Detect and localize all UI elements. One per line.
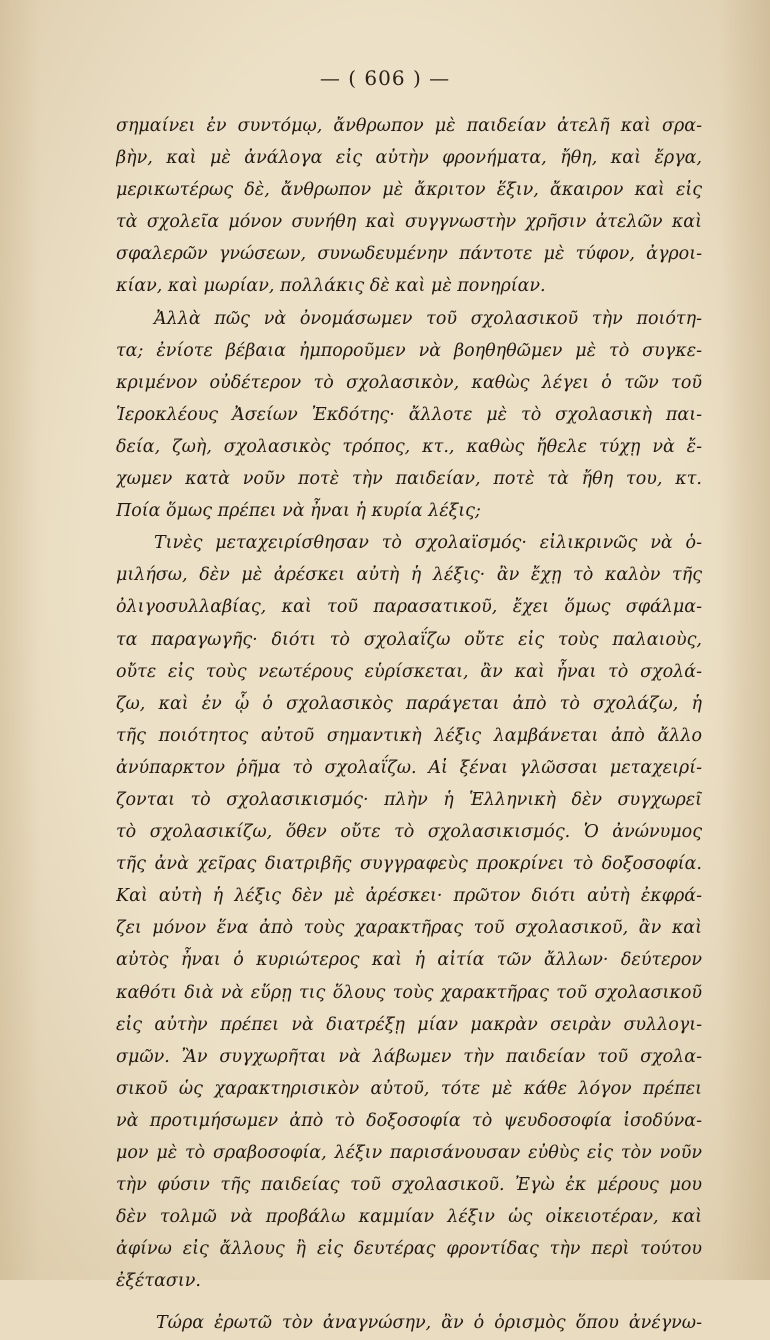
text-line: σμῶν. Ἂν συγχωρῆται νὰ λάβωμεν τὴν παιδείαν τοῦ σχολα-: [116, 1046, 702, 1067]
text-line: μον μὲ τὸ σραβοσοφία, λέξιν παρισάνουσαν εὐθὺς εἰς τὸν νοῦν: [116, 1143, 702, 1163]
text-line: τὸ σχολασικίζω, ὅθεν οὔτε τὸ σχολασικισμός. Ὁ ἀνώνυμος: [116, 822, 702, 843]
text-line: τα παραγωγῆς· διότι τὸ σχολαΐζω οὔτε εἰς τοὺς παλαιοὺς,: [116, 629, 702, 650]
text-line: τῆς ἀνὰ χεῖρας διατριβῆς συγγραφεὺς προκρίνει τὸ δοξοσοφία.: [116, 854, 702, 875]
paragraph-4: [116, 1307, 702, 1339]
paragraph-2: [116, 303, 702, 528]
text-line: κριμένον οὐδέτερον τὸ σχολασικὸν, καθὼς λέγει ὁ τῶν τοῦ: [116, 372, 702, 393]
text-line: βὴν, καὶ μὲ ἀνάλογα εἰς αὐτὴν φρονήματα, ἤθη, καὶ ἔργα,: [116, 148, 702, 169]
text-line: ἐξέτασιν.: [116, 1271, 201, 1292]
text-line: τὴν φύσιν τῆς παιδείας τοῦ σχολασικοῦ. Ἐγὼ ἐκ μέρους μου: [116, 1175, 702, 1196]
text-line: Ἀλλὰ πῶς νὰ ὀνομάσωμεν τοῦ σχολασικοῦ τὴν ποιότη-: [154, 308, 702, 329]
text-line: Καὶ αὐτὴ ἡ λέξις δὲν μὲ ἀρέσκει· πρῶτον διότι αὐτὴ ἐκφρά-: [116, 886, 702, 907]
page-number-header: — ( 606 ) —: [319, 66, 451, 90]
text-line: ζει μόνον ἕνα ἀπὸ τοὺς χαρακτῆρας τοῦ σχολασικοῦ, ἂν καὶ: [116, 918, 702, 939]
paragraph-3: [116, 527, 702, 1297]
text-line: μερικωτέρως δὲ, ἄνθρωπον μὲ ἄκριτον ἕξιν, ἄκαιρον καὶ εἰς: [116, 180, 702, 201]
text-line: αὐτὸς ἦναι ὁ κυριώτερος καὶ ἡ αἰτία τῶν ἄλλων· δεύτερον: [116, 950, 702, 971]
paragraph-1: [116, 110, 702, 303]
text-line: οὔτε εἰς τοὺς νεωτέρους εὑρίσκεται, ἂν καὶ ἦναι τὸ σχολά-: [116, 661, 702, 682]
text-line: ὀλιγοσυλλαβίας, καὶ τοῦ παρασατικοῦ, ἔχει ὅμως σφάλμα-: [116, 597, 702, 618]
text-line: τὰ σχολεῖα μόνον συνήθη καὶ συγγνωστὴν χρῆσιν ἀτελῶν καὶ: [116, 212, 702, 233]
text-line: σημαίνει ἐν συντόμῳ, ἄνθρωπον μὲ παιδείαν ἀτελῆ καὶ σρα-: [116, 116, 702, 136]
text-line: νὰ προτιμήσωμεν ἀπὸ τὸ δοξοσοφία τὸ ψευδοσοφία ἰσοδύνα-: [116, 1110, 702, 1131]
text-line: δεία, ζωὴ, σχολασικὸς τρόπος, κτ., καθὼς ἤθελε τύχῃ νὰ ἔ-: [116, 436, 702, 457]
text-line: σφαλερῶν γνώσεων, συνωδευμένην πάντοτε μὲ τύφον, ἀγροι-: [116, 244, 702, 265]
text-line: κίαν, καὶ μωρίαν, πολλάκις δὲ καὶ μὲ πονηρίαν.: [116, 276, 546, 297]
text-line: εἰς αὐτὴν πρέπει νὰ διατρέξῃ μίαν μακρὰν σειρὰν συλλογι-: [116, 1014, 702, 1035]
text-line: μιλήσω, δὲν μὲ ἀρέσκει αὐτὴ ἡ λέξις· ἂν ἔχῃ τὸ καλὸν τῆς: [116, 565, 702, 586]
text-line: Ποία ὅμως πρέπει νὰ ἦναι ἡ κυρία λέξις;: [116, 501, 481, 522]
text-line: δὲν τολμῶ νὰ προβάλω καμμίαν λέξιν ὡς οἰκειοτέραν, καὶ: [116, 1207, 702, 1228]
paragraph-gap: [116, 1297, 702, 1307]
text-line: ζονται τὸ σχολασικισμός· πλὴν ἡ Ἑλληνικὴ δὲν συγχωρεῖ: [116, 789, 702, 810]
text-line: Τώρα ἐρωτῶ τὸν ἀναγνώσην, ἂν ὁ ὁρισμὸς ὅπου ἀνέγνω-: [156, 1313, 702, 1334]
text-line: Ἱεροκλέους Ἀσείων Ἐκδότης· ἄλλοτε μὲ τὸ σχολασικὴ παι-: [116, 404, 702, 425]
text-line: ζω, καὶ ἐν ᾧ ὁ σχολασικὸς παράγεται ἀπὸ τὸ σχολάζω, ἡ: [116, 693, 702, 714]
text-line: ἀφίνω εἰς ἄλλους ἢ εἰς δευτέρας φροντίδας τὴν περὶ τούτου: [116, 1239, 702, 1260]
text-line: Τινὲς μεταχειρίσθησαν τὸ σχολαϊσμός· εἰλικρινῶς νὰ ὁ-: [154, 533, 702, 554]
text-line: καθότι διὰ νὰ εὕρῃ τις ὅλους τοὺς χαρακτῆρας τοῦ σχολασικοῦ: [116, 982, 702, 1003]
body-text: [116, 110, 702, 1340]
text-line: ἀνύπαρκτον ῥῆμα τὸ σχολαΐζω. Αἱ ξέναι γλῶσσαι μεταχειρί-: [116, 757, 702, 778]
text-line: τῆς ποιότητος αὐτοῦ σημαντικὴ λέξις λαμβάνεται ἀπὸ ἄλλο: [116, 725, 702, 746]
text-line: τα; ἐνίοτε βέβαια ἠμποροῦμεν νὰ βοηθηθῶμεν μὲ τὸ συγκε-: [116, 340, 702, 361]
text-line: σικοῦ ὡς χαρακτηρισικὸν αὐτοῦ, τότε μὲ κάθε λόγον πρέπει: [116, 1078, 702, 1099]
text-line: χωμεν κατὰ νοῦν ποτὲ τὴν παιδείαν, ποτὲ τὰ ἤθη του, κτ.: [116, 469, 702, 490]
